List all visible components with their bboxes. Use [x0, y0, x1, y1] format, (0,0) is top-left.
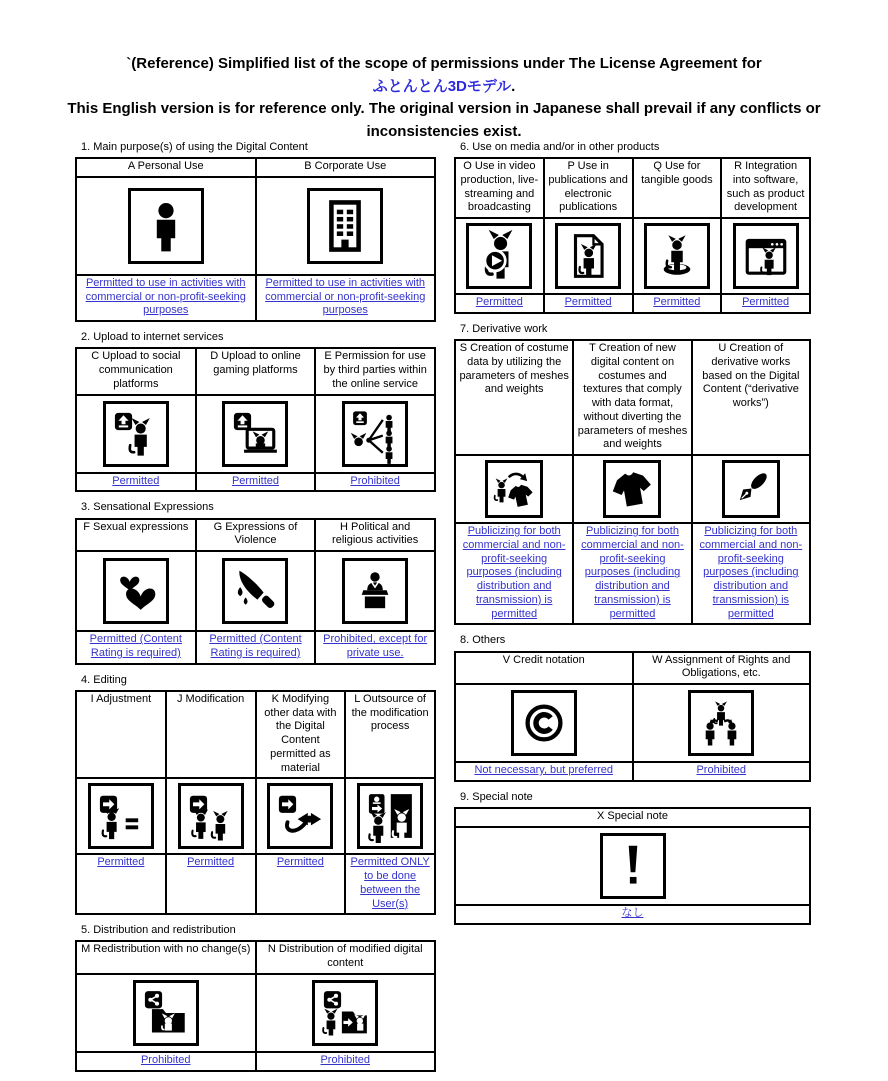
section-sensational	[75, 501, 436, 664]
section-label: 8. Others	[460, 634, 506, 647]
redistribution-folder-icon	[141, 988, 191, 1038]
status-link[interactable]: Prohibited, except for private use.	[315, 631, 435, 664]
table-distribution	[75, 940, 436, 1071]
upload-gaming-icon	[230, 409, 280, 459]
section-label: 9. Special note	[460, 790, 533, 803]
hearts-icon	[111, 566, 161, 616]
adjustment-equal-icon	[96, 791, 146, 841]
upload-avatar-icon	[111, 409, 161, 459]
cell-header-M: M Redistribution with no change(s)	[76, 941, 256, 974]
cell-header-T: T Creation of new digital content on costumes and textures that comply with data format, without diverting the parameters of meshes and weights	[573, 340, 691, 455]
icon-frame	[644, 223, 710, 289]
cell-header-A: A Personal Use	[76, 158, 256, 177]
icon-frame	[466, 223, 532, 289]
cell-header-R: R Integration into software, such as product development	[721, 158, 810, 218]
section-upload	[75, 331, 436, 492]
status-link[interactable]: なし	[455, 905, 810, 924]
person-icon	[137, 197, 195, 255]
status-link[interactable]: Permitted	[721, 294, 810, 313]
rights-assignment-icon	[696, 698, 746, 748]
cell-header-U: U Creation of derivative works based on the Digital Content (“derivative works”)	[692, 340, 810, 455]
section-label: 1. Main purpose(s) of using the Digital Content	[81, 141, 308, 153]
third-party-share-icon	[350, 409, 400, 459]
cell-header-B: B Corporate Use	[256, 158, 436, 177]
icon-frame	[600, 833, 666, 899]
table-media-products	[454, 157, 811, 314]
cell-header-V: V Credit notation	[455, 652, 633, 685]
section-others	[454, 634, 811, 781]
section-derivative-work	[454, 323, 811, 625]
icon-frame	[688, 690, 754, 756]
title-model-line: ふとんとん3Dモデル.	[372, 77, 516, 95]
cell-header-E: E Permission for use by third parties within the online service	[315, 348, 435, 394]
icon-frame	[511, 690, 577, 756]
status-link[interactable]: Permitted (Content Rating is required)	[76, 631, 196, 664]
status-link[interactable]: Prohibited	[256, 1052, 436, 1071]
icon-frame	[307, 188, 383, 264]
costume-creation-icon	[493, 468, 535, 510]
material-bow-icon	[275, 791, 325, 841]
icon-frame	[722, 460, 780, 518]
cell-header-J: J Modification	[166, 691, 256, 779]
document-title	[49, 53, 839, 143]
icon-frame	[485, 460, 543, 518]
section-main-purpose	[75, 141, 436, 322]
icon-frame	[222, 401, 288, 467]
icon-frame	[342, 558, 408, 624]
cell-header-G: G Expressions of Violence	[196, 519, 316, 552]
section-label: 3. Sensational Expressions	[81, 501, 214, 514]
table-derivative-work	[454, 339, 811, 625]
status-link[interactable]: Permitted	[256, 854, 346, 914]
building-icon	[316, 197, 374, 255]
cell-header-X: X Special note	[455, 808, 810, 827]
icon-frame	[222, 558, 288, 624]
left-column	[75, 141, 436, 1081]
cell-header-L: L Outsource of the modification process	[345, 691, 435, 779]
publication-page-icon	[563, 231, 613, 281]
icon-frame	[103, 401, 169, 467]
outsource-icon	[365, 791, 415, 841]
icon-frame	[733, 223, 799, 289]
title-line-1: `(Reference) Simplified list of the scope of permissions under The License Agreement for	[126, 55, 762, 72]
cell-header-F: F Sexual expressions	[76, 519, 196, 552]
status-link[interactable]: Permitted	[76, 854, 166, 914]
icon-frame	[357, 783, 423, 849]
section-special-note	[454, 791, 811, 925]
section-label: 6. Use on media and/or in other products	[460, 141, 660, 153]
cell-header-P: P Use in publications and electronic publications	[544, 158, 633, 218]
model-name: ふとんとん3Dモデル	[372, 77, 512, 95]
icon-frame	[342, 401, 408, 467]
status-link[interactable]: Permitted ONLY to be done between the User(s)	[345, 854, 435, 914]
icon-frame	[88, 783, 154, 849]
status-link[interactable]: Publicizing for both commercial and non-profit-seeking purposes (including distribution and transmission) is permitted	[692, 523, 810, 624]
modification-icon	[186, 791, 236, 841]
status-link[interactable]: Prohibited	[76, 1052, 256, 1071]
section-editing	[75, 674, 436, 916]
icon-frame	[133, 980, 199, 1046]
table-editing	[75, 690, 436, 916]
cell-header-S: S Creation of costume data by utilizing the parameters of meshes and weights	[455, 340, 573, 455]
knife-icon	[230, 566, 280, 616]
exclamation-icon	[608, 841, 658, 891]
table-upload	[75, 347, 436, 492]
icon-frame	[178, 783, 244, 849]
status-link[interactable]: Permitted to use in activities with commercial or non-profit-seeking purposes	[76, 275, 256, 321]
figurine-icon	[652, 231, 702, 281]
video-play-icon	[474, 231, 524, 281]
icon-frame	[312, 980, 378, 1046]
status-link[interactable]: Permitted	[196, 473, 316, 492]
cell-header-C: C Upload to social communication platforms	[76, 348, 196, 394]
icon-frame	[103, 558, 169, 624]
status-link[interactable]: Permitted	[633, 294, 722, 313]
status-link[interactable]: Permitted	[166, 854, 256, 914]
pen-icon	[730, 468, 772, 510]
copyright-icon	[519, 698, 569, 748]
software-window-icon	[741, 231, 791, 281]
status-link[interactable]: Prohibited	[633, 762, 811, 781]
cell-header-D: D Upload to online gaming platforms	[196, 348, 316, 394]
status-link[interactable]: Permitted	[76, 473, 196, 492]
section-label: 2. Upload to internet services	[81, 331, 224, 344]
status-link[interactable]: Publicizing for both commercial and non-profit-seeking purposes (including distribution and transmission) is permitted	[573, 523, 691, 624]
status-link[interactable]: Prohibited	[315, 473, 435, 492]
icon-frame	[555, 223, 621, 289]
section-media-products	[454, 141, 811, 314]
table-sensational	[75, 518, 436, 665]
cell-header-N: N Distribution of modified digital content	[256, 941, 436, 974]
status-link[interactable]: Permitted	[544, 294, 633, 313]
cell-header-W: W Assignment of Rights and Obligations, etc.	[633, 652, 811, 685]
section-label: 4. Editing	[81, 673, 127, 686]
title-disclaimer: This English version is for reference only. The original version in Japanese shall prevail if any conflicts or inconsistencies exist.	[67, 100, 821, 140]
section-distribution	[75, 924, 436, 1071]
cell-header-Q: Q Use for tangible goods	[633, 158, 722, 218]
status-link[interactable]: Not necessary, but preferred	[455, 762, 633, 781]
status-link[interactable]: Publicizing for both commercial and non-profit-seeking purposes (including distribution and transmission) is permitted	[455, 523, 573, 624]
status-link[interactable]: Permitted to use in activities with commercial or non-profit-seeking purposes	[256, 275, 436, 321]
table-special-note	[454, 807, 811, 925]
modified-distribution-icon	[320, 988, 370, 1038]
status-link[interactable]: Permitted	[455, 294, 544, 313]
icon-frame	[603, 460, 661, 518]
podium-speech-icon	[350, 566, 400, 616]
right-column	[454, 141, 811, 934]
icon-frame	[128, 188, 204, 264]
cell-header-I: I Adjustment	[76, 691, 166, 779]
icon-frame	[267, 783, 333, 849]
section-label: 7. Derivative work	[460, 322, 548, 335]
costume-icon	[611, 468, 653, 510]
cell-header-H: H Political and religious activities	[315, 519, 435, 552]
cell-header-K: K Modifying other data with the Digital Content permitted as material	[256, 691, 346, 779]
cell-header-O: O Use in video production, live-streaming and broadcasting	[455, 158, 544, 218]
table-main-purpose	[75, 157, 436, 322]
table-others	[454, 651, 811, 782]
section-label: 5. Distribution and redistribution	[81, 924, 236, 937]
status-link[interactable]: Permitted (Content Rating is required)	[196, 631, 316, 664]
